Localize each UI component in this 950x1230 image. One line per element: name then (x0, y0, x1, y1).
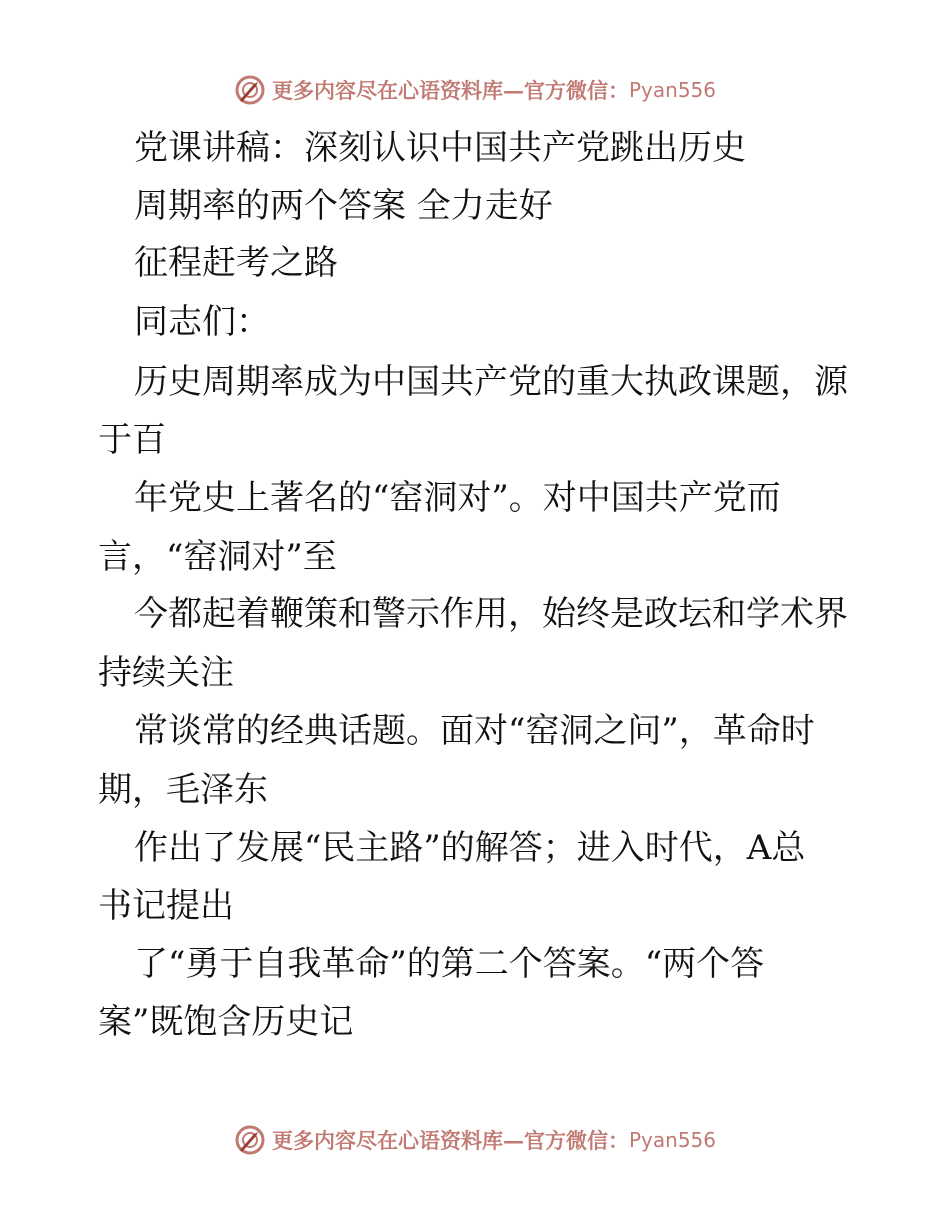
paragraph-line: 常谈常的经典话题。面对“窑洞之问”，革命时 (134, 711, 815, 751)
paragraph-line: 作出了发展“民主路”的解答；进入时代，A总 (134, 828, 806, 868)
paragraph-line: 言，“窑洞对”至 (98, 537, 337, 577)
paragraph-line: 书记提出 (98, 886, 234, 926)
paragraph-line: 历史周期率成为中国共产党的重大执政课题，源 (134, 362, 848, 402)
brand-logo-icon (234, 1124, 266, 1156)
footer-watermark (0, 1120, 950, 1160)
salutation: 同志们： (134, 302, 270, 342)
footer-brand-text: 更多内容尽在心语资料库—官方微信： (271, 1128, 629, 1153)
header-wechat-handle: Pyan556 (628, 78, 716, 102)
paragraph-line: 今都起着鞭策和警示作用，始终是政坛和学术界 (134, 594, 848, 634)
title-line-1: 党课讲稿：深刻认识中国共产党跳出历史 (134, 128, 746, 168)
title-line-3: 征程赶考之路 (134, 243, 338, 283)
paragraph-line: 持续关注 (98, 653, 234, 693)
title-line-2: 周期率的两个答案 全力走好 (134, 186, 553, 226)
paragraph-line: 于百 (98, 420, 166, 460)
footer-wechat-handle: Pyan556 (628, 1128, 716, 1152)
header-brand-text: 更多内容尽在心语资料库—官方微信： (271, 78, 629, 103)
paragraph-line: 年党史上著名的“窑洞对”。对中国共产党而 (134, 478, 781, 518)
paragraph-line: 了“勇于自我革命”的第二个答案。“两个答 (134, 944, 765, 984)
paragraph-line: 案”既饱含历史记 (98, 1002, 354, 1042)
paragraph-line: 期，毛泽东 (98, 770, 268, 810)
